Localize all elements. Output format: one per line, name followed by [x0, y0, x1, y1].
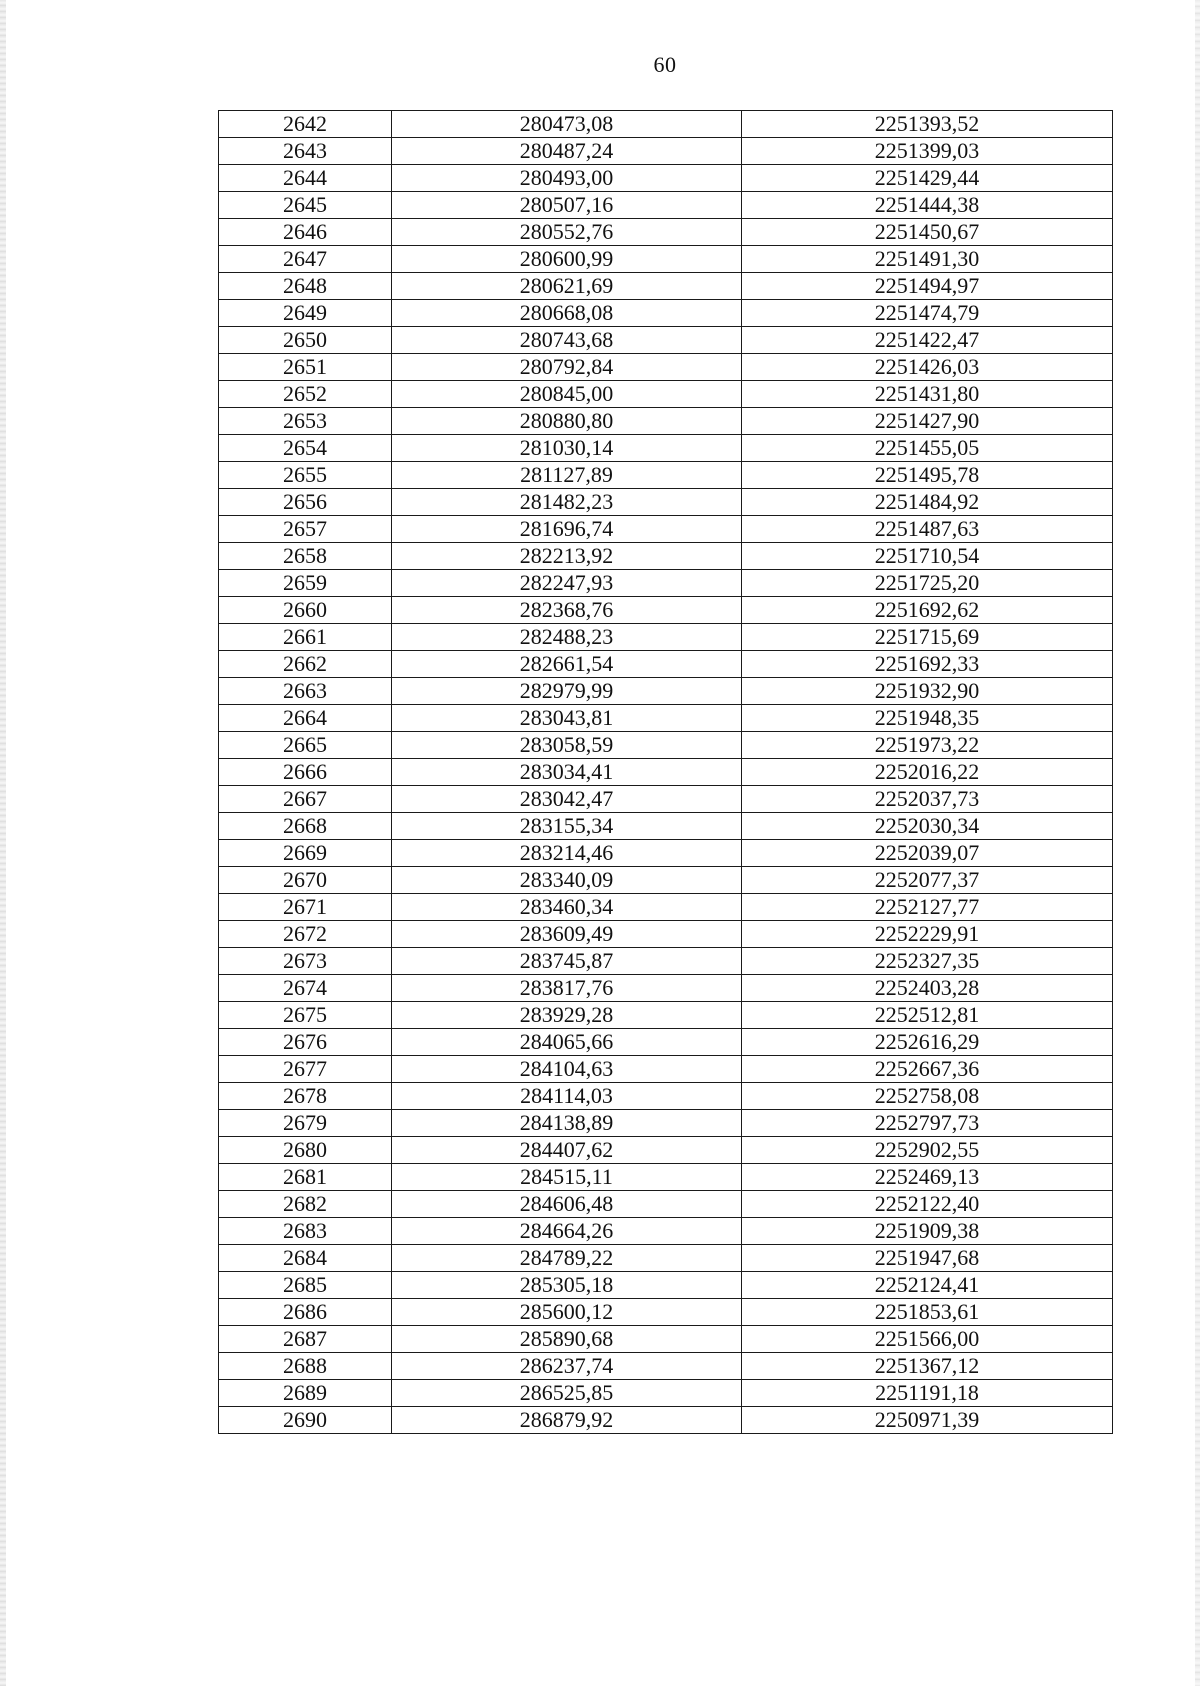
table-row — [219, 111, 1113, 138]
x-coordinate-cell: 286525,85 — [392, 1380, 742, 1407]
point-number-cell: 2649 — [219, 300, 392, 327]
y-coordinate-cell: 2252127,77 — [742, 894, 1113, 921]
x-coordinate-cell: 284789,22 — [392, 1245, 742, 1272]
y-coordinate-cell: 2252039,07 — [742, 840, 1113, 867]
y-coordinate-cell: 2251191,18 — [742, 1380, 1113, 1407]
y-coordinate-cell: 2251399,03 — [742, 138, 1113, 165]
point-number-cell: 2665 — [219, 732, 392, 759]
x-coordinate-cell: 281482,23 — [392, 489, 742, 516]
table-row — [219, 1380, 1113, 1407]
point-number-cell: 2681 — [219, 1164, 392, 1191]
y-coordinate-cell: 2251973,22 — [742, 732, 1113, 759]
y-coordinate-cell: 2251909,38 — [742, 1218, 1113, 1245]
x-coordinate-cell: 280880,80 — [392, 408, 742, 435]
table-row — [219, 354, 1113, 381]
x-coordinate-cell: 285305,18 — [392, 1272, 742, 1299]
y-coordinate-cell: 2251426,03 — [742, 354, 1113, 381]
table-row — [219, 1245, 1113, 1272]
point-number-cell: 2680 — [219, 1137, 392, 1164]
point-number-cell: 2689 — [219, 1380, 392, 1407]
x-coordinate-cell: 280845,00 — [392, 381, 742, 408]
x-coordinate-cell: 284407,62 — [392, 1137, 742, 1164]
y-coordinate-cell: 2251692,33 — [742, 651, 1113, 678]
x-coordinate-cell: 282979,99 — [392, 678, 742, 705]
x-coordinate-cell: 284515,11 — [392, 1164, 742, 1191]
table-row — [219, 1326, 1113, 1353]
point-number-cell: 2645 — [219, 192, 392, 219]
x-coordinate-cell: 280743,68 — [392, 327, 742, 354]
x-coordinate-cell: 283214,46 — [392, 840, 742, 867]
table-row — [219, 462, 1113, 489]
y-coordinate-cell: 2251450,67 — [742, 219, 1113, 246]
point-number-cell: 2657 — [219, 516, 392, 543]
point-number-cell: 2664 — [219, 705, 392, 732]
table-row — [219, 651, 1113, 678]
point-number-cell: 2670 — [219, 867, 392, 894]
y-coordinate-cell: 2251725,20 — [742, 570, 1113, 597]
table-row — [219, 1353, 1113, 1380]
y-coordinate-cell: 2251431,80 — [742, 381, 1113, 408]
point-number-cell: 2648 — [219, 273, 392, 300]
point-number-cell: 2672 — [219, 921, 392, 948]
table-row — [219, 246, 1113, 273]
x-coordinate-cell: 282368,76 — [392, 597, 742, 624]
y-coordinate-cell: 2251494,97 — [742, 273, 1113, 300]
page-number: 60 — [653, 52, 677, 77]
x-coordinate-cell: 280493,00 — [392, 165, 742, 192]
table-row — [219, 192, 1113, 219]
point-number-cell: 2675 — [219, 1002, 392, 1029]
y-coordinate-cell: 2251947,68 — [742, 1245, 1113, 1272]
x-coordinate-cell: 280507,16 — [392, 192, 742, 219]
table-row — [219, 1164, 1113, 1191]
y-coordinate-cell: 2251393,52 — [742, 111, 1113, 138]
point-number-cell: 2682 — [219, 1191, 392, 1218]
point-number-cell: 2673 — [219, 948, 392, 975]
table-row — [219, 543, 1113, 570]
table-row — [219, 1272, 1113, 1299]
y-coordinate-cell: 2251427,90 — [742, 408, 1113, 435]
x-coordinate-cell: 280552,76 — [392, 219, 742, 246]
x-coordinate-cell: 280792,84 — [392, 354, 742, 381]
y-coordinate-cell: 2252797,73 — [742, 1110, 1113, 1137]
table-row — [219, 975, 1113, 1002]
y-coordinate-cell: 2251487,63 — [742, 516, 1113, 543]
y-coordinate-cell: 2252122,40 — [742, 1191, 1113, 1218]
table-row — [219, 300, 1113, 327]
point-number-cell: 2683 — [219, 1218, 392, 1245]
y-coordinate-cell: 2252037,73 — [742, 786, 1113, 813]
y-coordinate-cell: 2251495,78 — [742, 462, 1113, 489]
x-coordinate-cell: 281030,14 — [392, 435, 742, 462]
y-coordinate-cell: 2252667,36 — [742, 1056, 1113, 1083]
y-coordinate-cell: 2252469,13 — [742, 1164, 1113, 1191]
x-coordinate-cell: 283929,28 — [392, 1002, 742, 1029]
point-number-cell: 2688 — [219, 1353, 392, 1380]
point-number-cell: 2684 — [219, 1245, 392, 1272]
y-coordinate-cell: 2251566,00 — [742, 1326, 1113, 1353]
table-row — [219, 1191, 1113, 1218]
point-number-cell: 2668 — [219, 813, 392, 840]
table-row — [219, 678, 1113, 705]
table-row — [219, 1137, 1113, 1164]
table-row — [219, 327, 1113, 354]
x-coordinate-cell: 280473,08 — [392, 111, 742, 138]
x-coordinate-cell: 281127,89 — [392, 462, 742, 489]
point-number-cell: 2647 — [219, 246, 392, 273]
table-row — [219, 1029, 1113, 1056]
x-coordinate-cell: 283058,59 — [392, 732, 742, 759]
y-coordinate-cell: 2252124,41 — [742, 1272, 1113, 1299]
point-number-cell: 2676 — [219, 1029, 392, 1056]
table-row — [219, 435, 1113, 462]
point-number-cell: 2650 — [219, 327, 392, 354]
y-coordinate-cell: 2251853,61 — [742, 1299, 1113, 1326]
x-coordinate-cell: 285600,12 — [392, 1299, 742, 1326]
table-row — [219, 1002, 1113, 1029]
table-row — [219, 273, 1113, 300]
x-coordinate-cell: 283745,87 — [392, 948, 742, 975]
point-number-cell: 2644 — [219, 165, 392, 192]
table-row — [219, 948, 1113, 975]
y-coordinate-cell: 2251474,79 — [742, 300, 1113, 327]
y-coordinate-cell: 2252512,81 — [742, 1002, 1113, 1029]
x-coordinate-cell: 284138,89 — [392, 1110, 742, 1137]
x-coordinate-cell: 283609,49 — [392, 921, 742, 948]
y-coordinate-cell: 2251710,54 — [742, 543, 1113, 570]
y-coordinate-cell: 2251422,47 — [742, 327, 1113, 354]
table-row — [219, 408, 1113, 435]
point-number-cell: 2666 — [219, 759, 392, 786]
point-number-cell: 2654 — [219, 435, 392, 462]
table-row — [219, 516, 1113, 543]
x-coordinate-cell: 283034,41 — [392, 759, 742, 786]
table-row — [219, 867, 1113, 894]
x-coordinate-cell: 283043,81 — [392, 705, 742, 732]
point-number-cell: 2661 — [219, 624, 392, 651]
x-coordinate-cell: 286237,74 — [392, 1353, 742, 1380]
y-coordinate-cell: 2252327,35 — [742, 948, 1113, 975]
point-number-cell: 2656 — [219, 489, 392, 516]
point-number-cell: 2677 — [219, 1056, 392, 1083]
y-coordinate-cell: 2252902,55 — [742, 1137, 1113, 1164]
y-coordinate-cell: 2250971,39 — [742, 1407, 1113, 1434]
y-coordinate-cell: 2251932,90 — [742, 678, 1113, 705]
x-coordinate-cell: 280668,08 — [392, 300, 742, 327]
point-number-cell: 2669 — [219, 840, 392, 867]
point-number-cell: 2653 — [219, 408, 392, 435]
table-row — [219, 1299, 1113, 1326]
table-row — [219, 1218, 1113, 1245]
y-coordinate-cell: 2251948,35 — [742, 705, 1113, 732]
x-coordinate-cell: 282661,54 — [392, 651, 742, 678]
x-coordinate-cell: 284606,48 — [392, 1191, 742, 1218]
table-row — [219, 1407, 1113, 1434]
table-row — [219, 759, 1113, 786]
x-coordinate-cell: 282213,92 — [392, 543, 742, 570]
point-number-cell: 2658 — [219, 543, 392, 570]
x-coordinate-cell: 283460,34 — [392, 894, 742, 921]
y-coordinate-cell: 2252403,28 — [742, 975, 1113, 1002]
x-coordinate-cell: 281696,74 — [392, 516, 742, 543]
y-coordinate-cell: 2252077,37 — [742, 867, 1113, 894]
point-number-cell: 2686 — [219, 1299, 392, 1326]
table-row — [219, 624, 1113, 651]
table-row — [219, 570, 1113, 597]
table-row — [219, 165, 1113, 192]
point-number-cell: 2690 — [219, 1407, 392, 1434]
table-row — [219, 921, 1113, 948]
y-coordinate-cell: 2252616,29 — [742, 1029, 1113, 1056]
table-row — [219, 732, 1113, 759]
table-row — [219, 381, 1113, 408]
table-row — [219, 1110, 1113, 1137]
y-coordinate-cell: 2252030,34 — [742, 813, 1113, 840]
point-number-cell: 2662 — [219, 651, 392, 678]
x-coordinate-cell: 284664,26 — [392, 1218, 742, 1245]
table-row — [219, 219, 1113, 246]
x-coordinate-cell: 284065,66 — [392, 1029, 742, 1056]
point-number-cell: 2679 — [219, 1110, 392, 1137]
y-coordinate-cell: 2251491,30 — [742, 246, 1113, 273]
point-number-cell: 2643 — [219, 138, 392, 165]
point-number-cell: 2667 — [219, 786, 392, 813]
table-row — [219, 138, 1113, 165]
table-row — [219, 840, 1113, 867]
x-coordinate-cell: 283155,34 — [392, 813, 742, 840]
x-coordinate-cell: 284104,63 — [392, 1056, 742, 1083]
coordinates-table-body — [219, 111, 1113, 1434]
point-number-cell: 2678 — [219, 1083, 392, 1110]
y-coordinate-cell: 2252229,91 — [742, 921, 1113, 948]
table-row — [219, 813, 1113, 840]
point-number-cell: 2655 — [219, 462, 392, 489]
point-number-cell: 2659 — [219, 570, 392, 597]
x-coordinate-cell: 283340,09 — [392, 867, 742, 894]
point-number-cell: 2646 — [219, 219, 392, 246]
table-row — [219, 894, 1113, 921]
x-coordinate-cell: 286879,92 — [392, 1407, 742, 1434]
point-number-cell: 2685 — [219, 1272, 392, 1299]
point-number-cell: 2674 — [219, 975, 392, 1002]
table-row — [219, 1083, 1113, 1110]
x-coordinate-cell: 285890,68 — [392, 1326, 742, 1353]
y-coordinate-cell: 2251429,44 — [742, 165, 1113, 192]
y-coordinate-cell: 2252758,08 — [742, 1083, 1113, 1110]
scan-edge-right — [1195, 0, 1200, 1686]
x-coordinate-cell: 283817,76 — [392, 975, 742, 1002]
table-row — [219, 489, 1113, 516]
y-coordinate-cell: 2252016,22 — [742, 759, 1113, 786]
point-number-cell: 2687 — [219, 1326, 392, 1353]
table-row — [219, 705, 1113, 732]
x-coordinate-cell: 280487,24 — [392, 138, 742, 165]
x-coordinate-cell: 280600,99 — [392, 246, 742, 273]
table-row — [219, 786, 1113, 813]
point-number-cell: 2663 — [219, 678, 392, 705]
scan-edge-left — [0, 0, 6, 1686]
y-coordinate-cell: 2251455,05 — [742, 435, 1113, 462]
x-coordinate-cell: 283042,47 — [392, 786, 742, 813]
y-coordinate-cell: 2251444,38 — [742, 192, 1113, 219]
y-coordinate-cell: 2251692,62 — [742, 597, 1113, 624]
x-coordinate-cell: 280621,69 — [392, 273, 742, 300]
y-coordinate-cell: 2251484,92 — [742, 489, 1113, 516]
y-coordinate-cell: 2251367,12 — [742, 1353, 1113, 1380]
table-row — [219, 597, 1113, 624]
point-number-cell: 2642 — [219, 111, 392, 138]
table-row — [219, 1056, 1113, 1083]
x-coordinate-cell: 282247,93 — [392, 570, 742, 597]
x-coordinate-cell: 282488,23 — [392, 624, 742, 651]
coordinates-table — [218, 110, 1113, 1434]
point-number-cell: 2671 — [219, 894, 392, 921]
y-coordinate-cell: 2251715,69 — [742, 624, 1113, 651]
point-number-cell: 2652 — [219, 381, 392, 408]
point-number-cell: 2660 — [219, 597, 392, 624]
point-number-cell: 2651 — [219, 354, 392, 381]
x-coordinate-cell: 284114,03 — [392, 1083, 742, 1110]
